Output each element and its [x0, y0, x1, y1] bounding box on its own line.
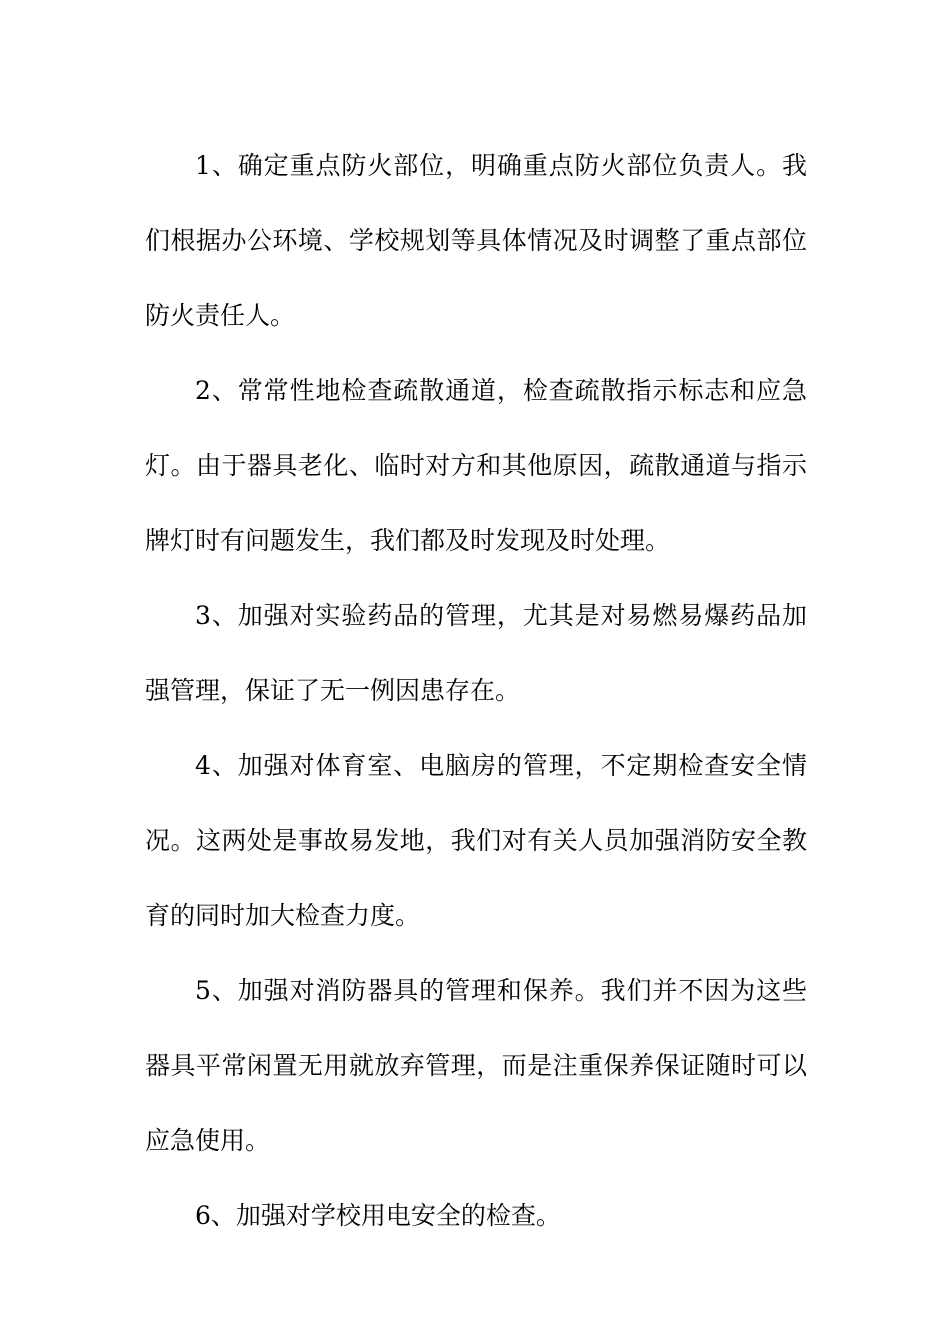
paragraph-1: 1、确定重点防火部位，明确重点防火部位负责人。我们根据办公环境、学校规划等具体情况及时调整了重点部位防火责任人。: [145, 151, 807, 330]
paragraph-3: 3、加强对实验药品的管理，尤其是对易燃易爆药品加强管理，保证了无一例因患存在。: [145, 601, 807, 705]
document-body: [145, 128, 807, 1253]
paragraph-6: 6、加强对学校用电安全的检查。: [195, 1201, 561, 1230]
paragraph-4: 4、加强对体育室、电脑房的管理，不定期检查安全情况。这两处是事故易发地，我们对有关人员加强消防安全教育的同时加大检查力度。: [145, 751, 807, 930]
paragraph-5: 5、加强对消防器具的管理和保养。我们并不因为这些器具平常闲置无用就放弃管理，而是注重保养保证随时可以应急使用。: [145, 976, 807, 1155]
paragraph-2: 2、常常性地检查疏散通道，检查疏散指示标志和应急灯。由于器具老化、临时对方和其他原因，疏散通道与指示牌灯时有问题发生，我们都及时发现及时处理。: [145, 376, 807, 555]
